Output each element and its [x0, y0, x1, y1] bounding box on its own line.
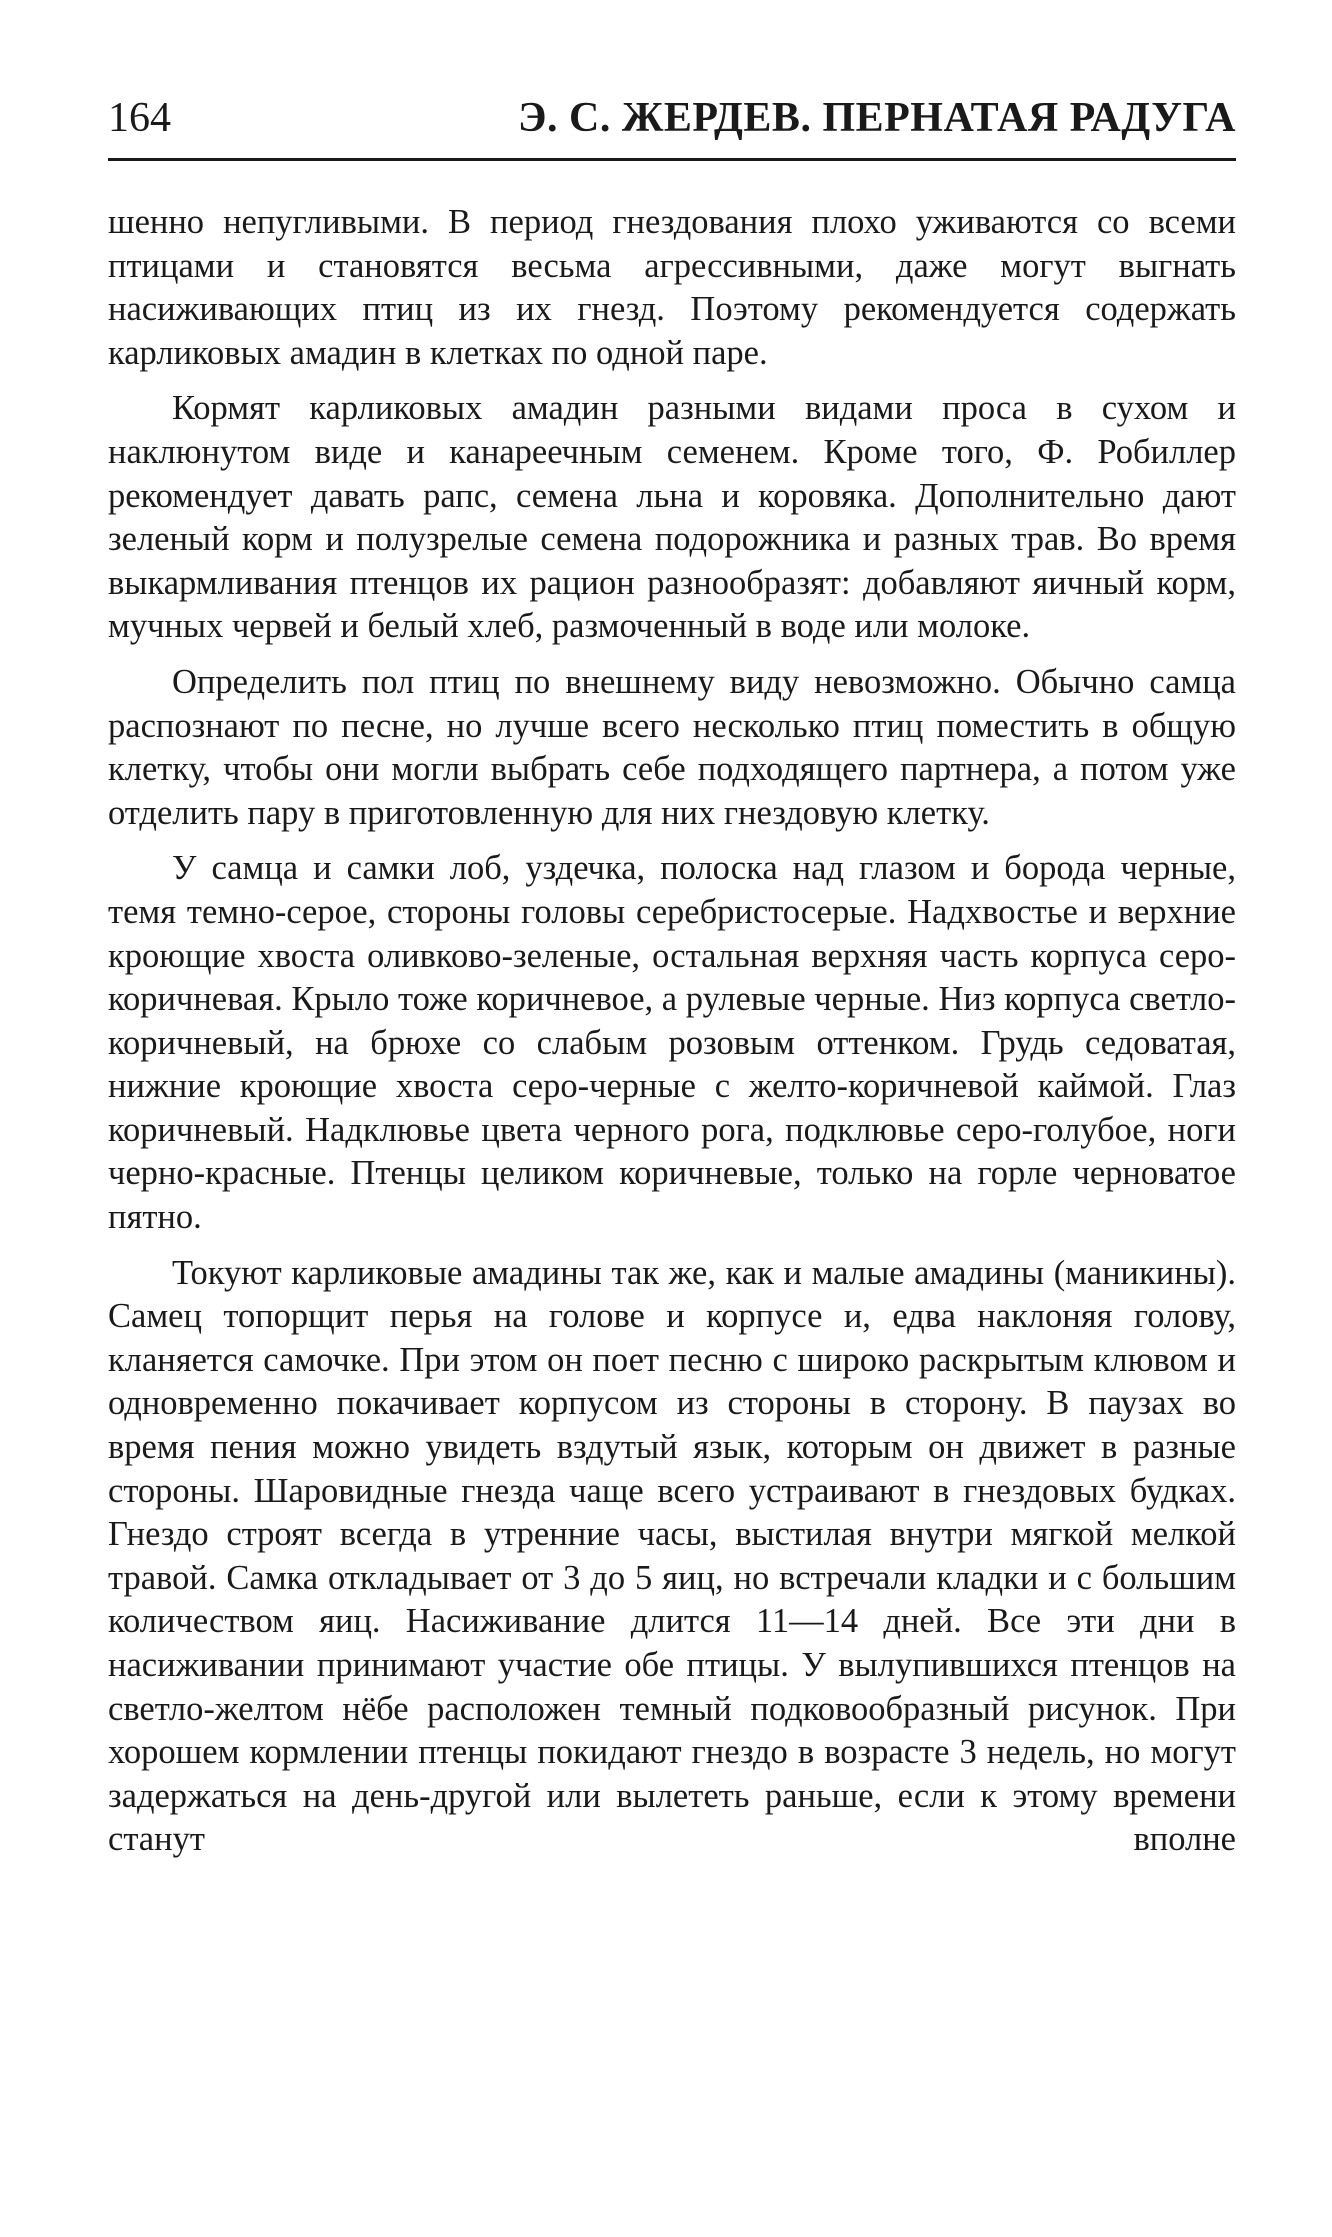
paragraph-continuation: шенно непугливыми. В период гнездования плохо уживаются со всеми птицами и становятся весьма агрессивными, даже могут выгнать насиживающих птиц из их гнезд. Поэтому рекомендуется содержать карликовых амадин в клетках по одной паре. [108, 203, 1236, 372]
body-text [108, 201, 1236, 1862]
page-number: 164 [108, 95, 171, 141]
paragraph-courtship-nesting: Токуют карликовые амадины так же, как и малые амадины (маникины). Самец топорщит перья на голове и корпусе и, едва наклоняя голову, кланяется самочке. При этом он поет песню с широко раскрытым клювом и одновременно покачивает корпусом из стороны в сторону. В паузах во время пения можно увидеть вздутый язык, которым он движет в разные стороны. Шаровидные гнезда чаще всего устраивают в гнездовых будках. Гнездо строят всегда в утренние часы, выстилая внутри мягкой мелкой травой. Самка откладывает от 3 до 5 яиц, но встречали кладки и с большим количеством яиц. Насиживание длится 11—14 дней. Все эти дни в насиживании принимают участие обе птицы. У вылупившихся птенцов на светло-желтом нёбе расположен темный подковообразный рисунок. При хорошем кормлении птенцы покидают гнездо в возрасте 3 недель, но могут задержаться на день-другой или вылететь раньше, если к этому времени станут вполне [108, 1253, 1236, 1859]
book-page [108, 88, 1236, 1874]
paragraph-feeding: Кормят карликовых амадин разными видами проса в сухом и наклюнутом виде и канареечным семенем. Кроме того, Ф. Робиллер рекомендует давать рапс, семена льна и коровяка. Дополнительно дают зеленый корм и полузрелые семена подорожника и разных трав. Во время выкармливания птенцов их рацион разнообразят: добавляют яичный корм, мучных червей и белый хлеб, размоченный в воде или молоке. [108, 389, 1236, 646]
running-title: Э. С. ЖЕРДЕВ. ПЕРНАТАЯ РАДУГА [518, 95, 1236, 141]
paragraph-sex-determination: Определить пол птиц по внешнему виду невозможно. Обычно самца распознают по песне, но лучше всего несколько птиц поместить в общую клетку, чтобы они могли выбрать себе подходящего партнера, а потом уже отделить пару в приготовленную для них гнездовую клетку. [108, 662, 1236, 832]
running-header [108, 88, 1236, 161]
paragraph-plumage: У самца и самки лоб, уздечка, полоска над глазом и борода черные, темя темно-серое, стороны головы серебристосерые. Надхвостье и верхние кроющие хвоста оливково-зеленые, остальная верхняя часть корпуса серо-коричневая. Крыло тоже коричневое, а рулевые черные. Низ корпуса светло-коричневый, на брюхе со слабым розовым оттенком. Грудь седоватая, нижние кроющие хвоста серо-черные с желто-коричневой каймой. Глаз коричневый. Надклювье цвета черного рога, подклювье серо-голубое, ноги черно-красные. Птенцы целиком коричневые, только на горле черноватое пятно. [108, 849, 1236, 1237]
